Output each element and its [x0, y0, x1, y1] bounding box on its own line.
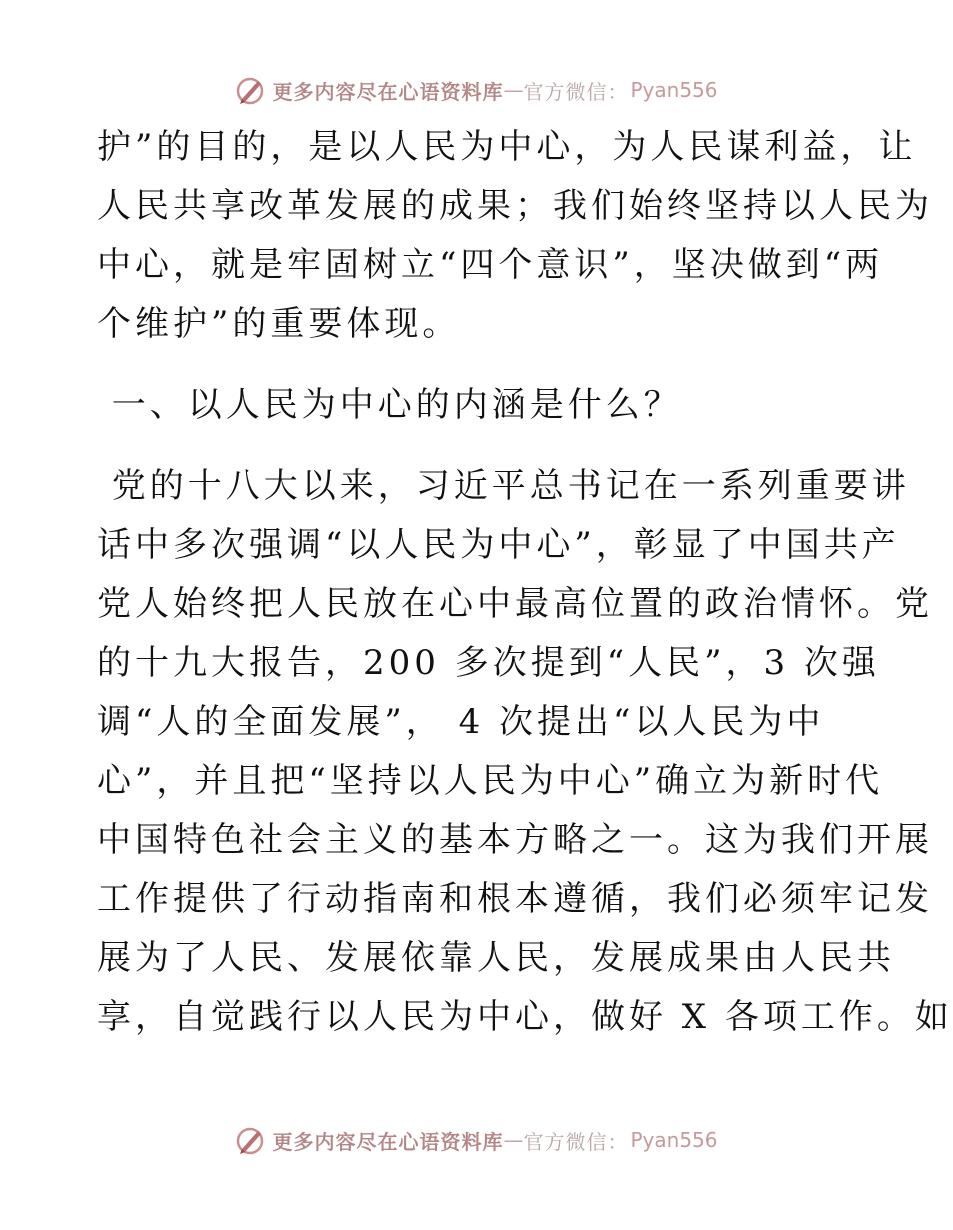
text-line: 话中多次强调“以人民为中心”，彰显了中国共产: [97, 525, 900, 565]
watermark-dash: —: [503, 78, 524, 102]
text-line: 心”，并且把“坚持以人民为中心”确立为新时代: [97, 761, 884, 801]
paragraph-gap: [97, 354, 857, 376]
watermark-subtitle: 官方微信：: [523, 1129, 629, 1154]
text-line: 护”的目的，是以人民为中心，为人民谋利益，让: [97, 127, 917, 167]
watermark-dash: —: [503, 1128, 524, 1152]
text-line: 享，自觉践行以人民为中心，做好 X 各项工作。如: [97, 997, 953, 1037]
paragraph-2: [97, 457, 953, 1047]
footer-watermark: [0, 1120, 950, 1160]
text-line: 人民共享改革发展的成果；我们始终坚持以人民为: [97, 186, 933, 226]
text-line: 党的十八大以来，习近平总书记在一系列重要讲: [97, 466, 910, 506]
watermark-main-text: 更多内容尽在心语资料库: [272, 1129, 504, 1154]
pen-logo-icon: [232, 1122, 268, 1158]
watermark-subtitle: 官方微信：: [523, 79, 629, 104]
watermark-main-text: 更多内容尽在心语资料库: [272, 79, 504, 104]
text-line: 中国特色社会主义的基本方略之一。这为我们开展: [97, 820, 933, 860]
section-heading: 一、以人民为中心的内涵是什么？: [97, 385, 682, 425]
pen-logo-icon: [232, 72, 268, 108]
text-line: 工作提供了行动指南和根本遵循，我们必须牢记发: [97, 879, 933, 919]
text-line: 个维护”的重要体现。: [97, 304, 461, 344]
text-line: 的十九大报告，200 多次提到“人民”，3 次强: [97, 643, 880, 683]
header-watermark: [0, 70, 950, 110]
document-body: [97, 118, 953, 1047]
paragraph-gap: [97, 435, 857, 457]
text-line: 中心，就是牢固树立“四个意识”，坚决做到“两: [97, 245, 884, 285]
paragraph-1: [97, 118, 933, 354]
text-line: 党人始终把人民放在心中最高位置的政治情怀。党: [97, 584, 933, 624]
text-line: 展为了人民、发展依靠人民，发展成果由人民共: [97, 938, 895, 978]
watermark-wechat-id: Pyan556: [630, 78, 718, 102]
watermark-wechat-id: Pyan556: [630, 1128, 718, 1152]
text-line: 调“人的全面发展”， 4 次提出“以人民为中: [97, 702, 825, 742]
